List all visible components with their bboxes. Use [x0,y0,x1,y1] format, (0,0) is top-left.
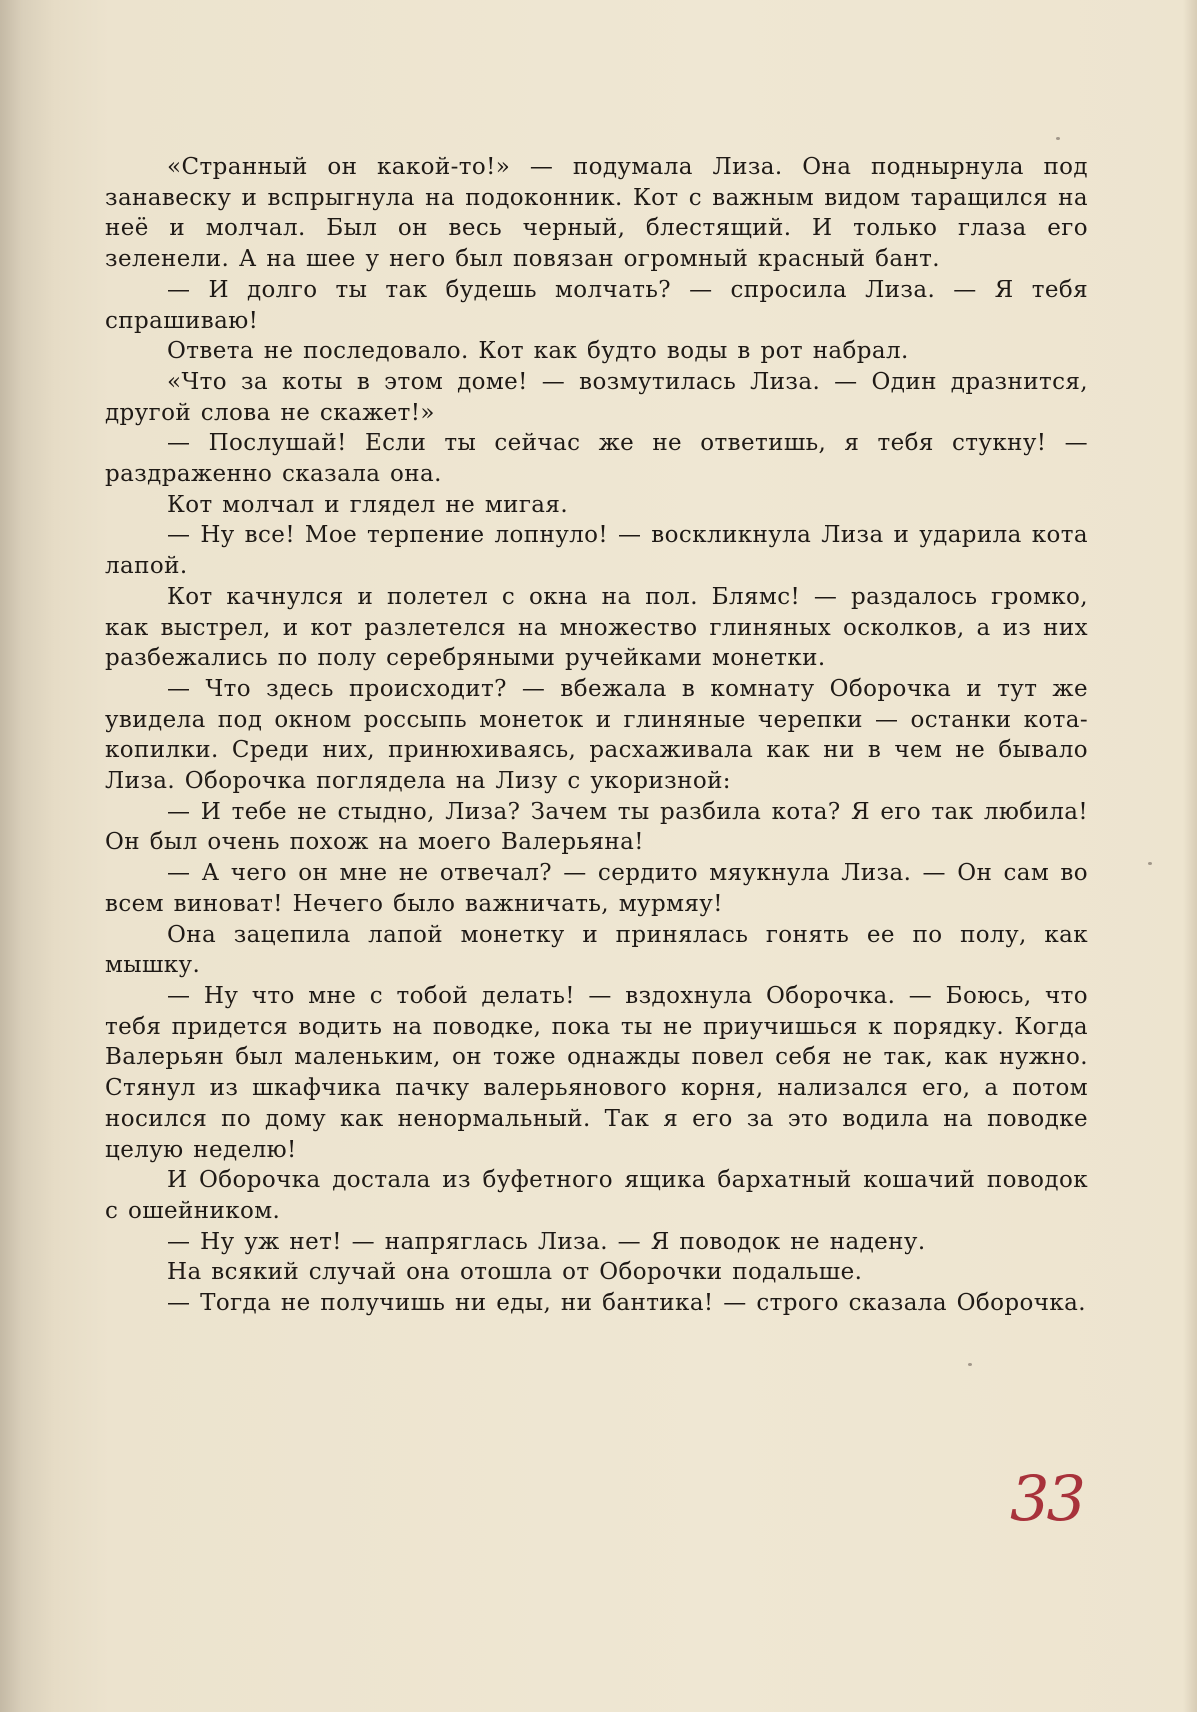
paragraph: Она зацепила лапой монетку и принялась гонять ее по полу, как мышку. [105,921,1088,979]
paragraph: — Ну все! Мое терпение лопнуло! — воскликнула Лиза и ударила кота лапой. [105,522,1088,580]
paragraph: Ответа не последовало. Кот как будто воды в рот набрал. [167,338,909,365]
page-number: 33 [1010,1462,1083,1535]
paragraph: — Ну что мне с тобой делать! — вздохнула Оборочка. — Боюсь, что тебя придется водить на поводке, пока ты не приучишься к порядку. Когда Валерьян был маленьким, он тоже однажды повел себя не так, как нужно. Стянул из шкафчика пачку валерьянового корня, нализался его, а потом носился по дому как ненормальный. Так я его за это водила на поводке целую неделю! [105,982,1088,1163]
paragraph: — Тогда не получишь ни еды, ни бантика! — строго сказала Оборочка. [167,1290,1086,1317]
paragraph: И Оборочка достала из буфетного ящика бархатный кошачий поводок с ошейником. [105,1167,1088,1224]
paragraph: Кот качнулся и полетел с окна на пол. Блямс! — раздалось громко, как выстрел, и кот разлетелся на множество глиняных осколков, а из них разбежались по полу серебряными ручейками монетки. [105,583,1088,672]
paragraph: — Послушай! Если ты сейчас же не ответишь, я тебя стукну! — раздраженно сказала она. [105,430,1088,488]
paragraph: — И долго ты так будешь молчать? — спросила Лиза. — Я тебя спрашиваю! [105,276,1088,334]
paper-speck [968,1363,972,1366]
paper-speck [1056,137,1060,140]
paper-speck [1148,862,1152,865]
page-text [105,152,1088,1319]
paragraph: На всякий случай она отошла от Оборочки подальше. [167,1259,863,1286]
paragraph: — Что здесь происходит? — вбежала в комнату Оборочка и тут же увидела под окном россыпь монеток и глиняные черепки — останки кота-копилки. Среди них, принюхиваясь, расхаживала как ни в чем не бывало Лиза. Оборочка поглядела на Лизу с укоризной: [105,675,1088,795]
paragraph: Кот молчал и глядел не мигая. [167,491,569,518]
paragraph: «Что за коты в этом доме! — возмутилась Лиза. — Один дразнится, другой слова не скажет!» [105,368,1088,426]
paragraph: — А чего он мне не отвечал? — сердито мяукнула Лиза. — Он сам во всем виноват! Нечего было важничать, мурмяу! [105,860,1088,917]
paragraph: — Ну уж нет! — напряглась Лиза. — Я поводок не надену. [167,1228,926,1255]
paragraph: «Странный он какой-то!» — подумала Лиза. Она поднырнула под занавеску и вспрыгнула на подоконник. Кот с важным видом таращился на неё и молчал. Был он весь черный, блестящий. И только глаза его зеленели. А на шее у него был повязан огромный красный бант. [105,154,1088,273]
paragraph: — И тебе не стыдно, Лиза? Зачем ты разбила кота? Я его так любила! Он был очень похож на моего Валерьяна! [105,798,1088,856]
